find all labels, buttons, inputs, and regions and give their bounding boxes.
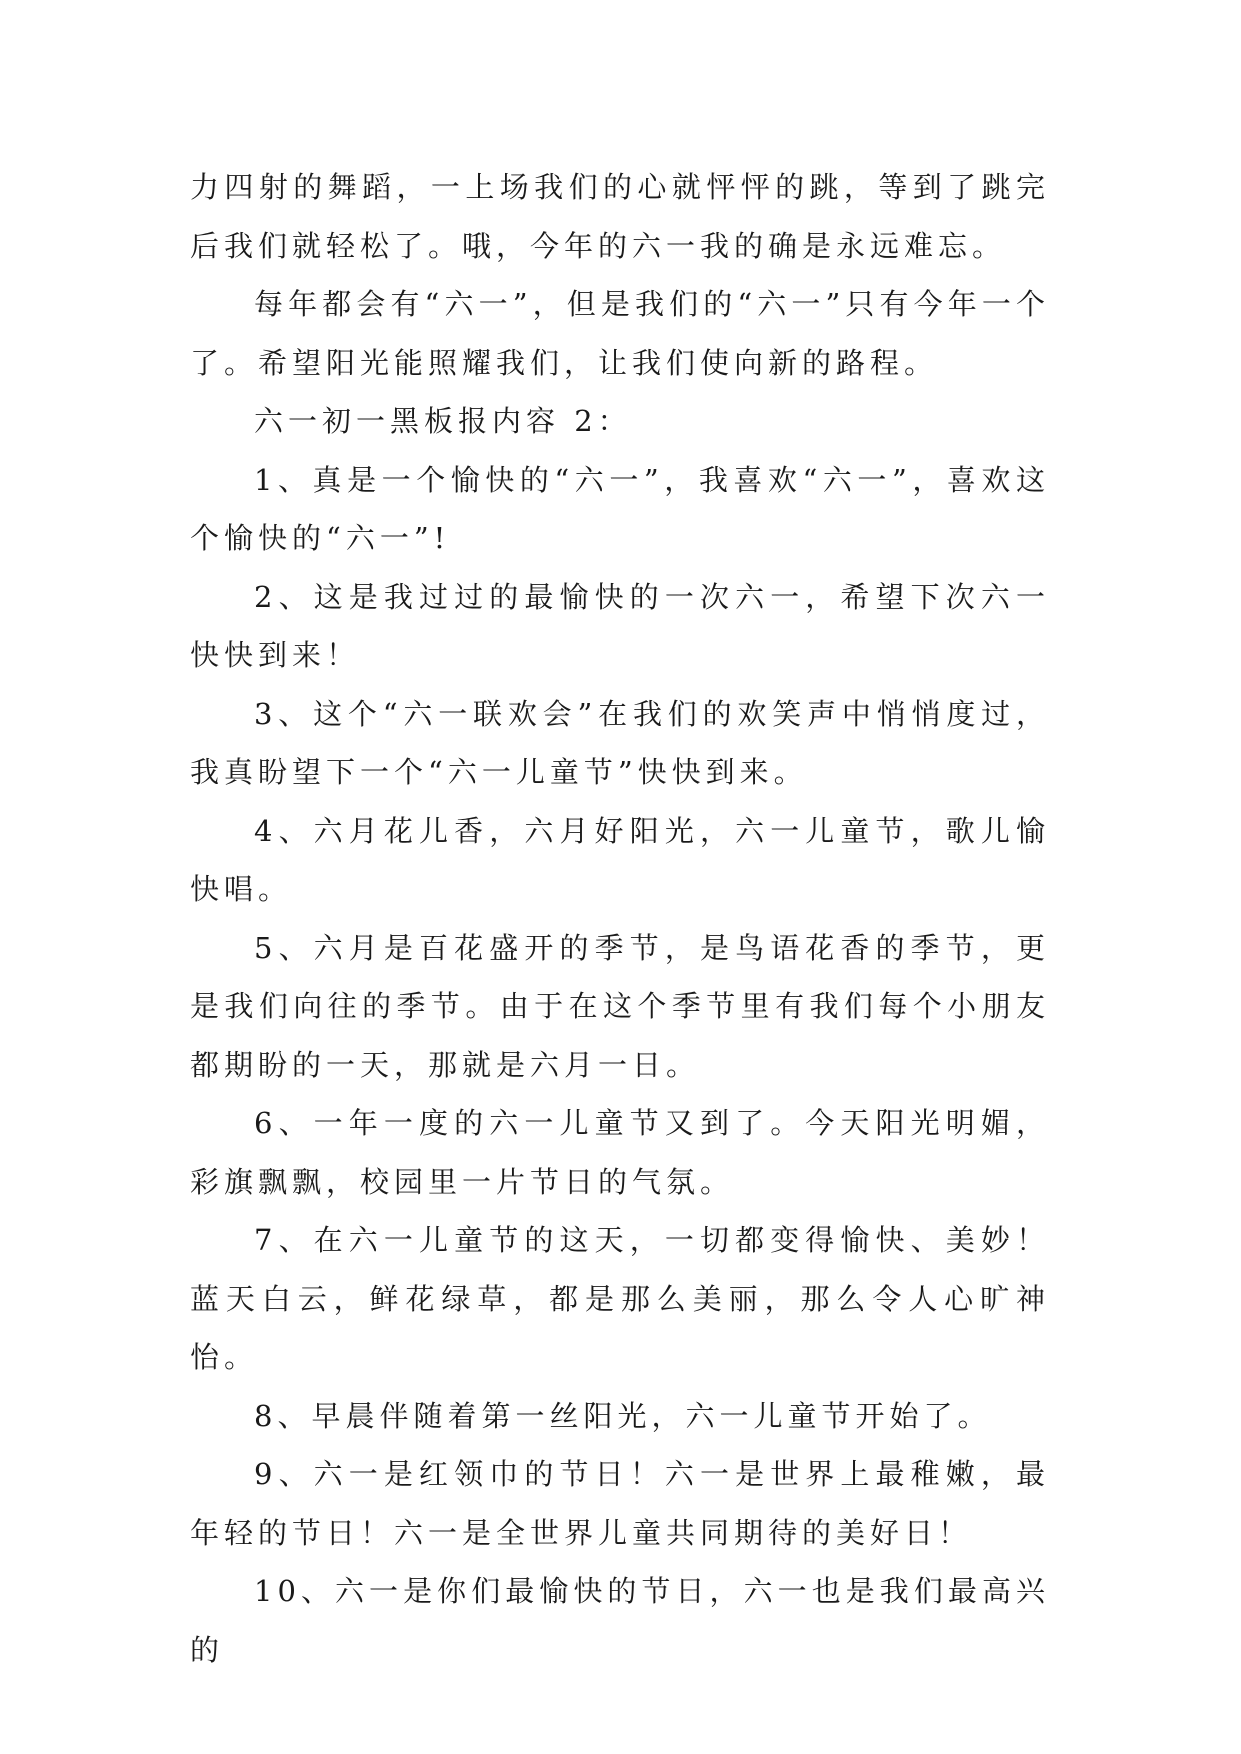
list-item: 6、一年一度的六一儿童节又到了。今天阳光明媚，彩旗飘飘，校园里一片节日的气氛。 <box>190 1106 1050 1199</box>
list-item: 3、这个“六一联欢会”在我们的欢笑声中悄悄度过，我真盼望下一个“六一儿童节”快快到来。 <box>190 696 1050 789</box>
list-item: 10、六一是你们最愉快的节日，六一也是我们最高兴的 <box>190 1574 1050 1667</box>
section-heading: 六一初一黑板报内容 2： <box>254 404 632 438</box>
list-item: 5、六月是百花盛开的季节，是鸟语花香的季节，更是我们向往的季节。由于在这个季节里有我们每个小朋友都期盼的一天，那就是六月一日。 <box>190 930 1050 1082</box>
list-item: 1、真是一个愉快的“六一”，我喜欢“六一”，喜欢这个愉快的“六一”! <box>190 462 1050 555</box>
list-item: 8、早晨伴随着第一丝阳光，六一儿童节开始了。 <box>254 1398 992 1433</box>
list-item: 9、六一是红领巾的节日！六一是世界上最稚嫩，最年轻的节日！六一是全世界儿童共同期待的美好日！ <box>190 1457 1050 1550</box>
list-item: 2、这是我过过的最愉快的一次六一，希望下次六一快快到来！ <box>190 579 1050 672</box>
list-item: 7、在六一儿童节的这天，一切都变得愉快、美妙！蓝天白云，鲜花绿草，都是那么美丽，那么令人心旷神怡。 <box>190 1223 1050 1374</box>
document-body <box>190 158 1050 1679</box>
paragraph: 力四射的舞蹈，一上场我们的心就怦怦的跳，等到了跳完后我们就轻松了。哦，今年的六一我的确是永远难忘。 <box>190 170 1050 263</box>
paragraph: 每年都会有“六一”，但是我们的“六一”只有今年一个了。希望阳光能照耀我们，让我们使向新的路程。 <box>190 287 1050 380</box>
list-item: 4、六月花儿香，六月好阳光，六一儿童节，歌儿愉快唱。 <box>190 813 1050 906</box>
